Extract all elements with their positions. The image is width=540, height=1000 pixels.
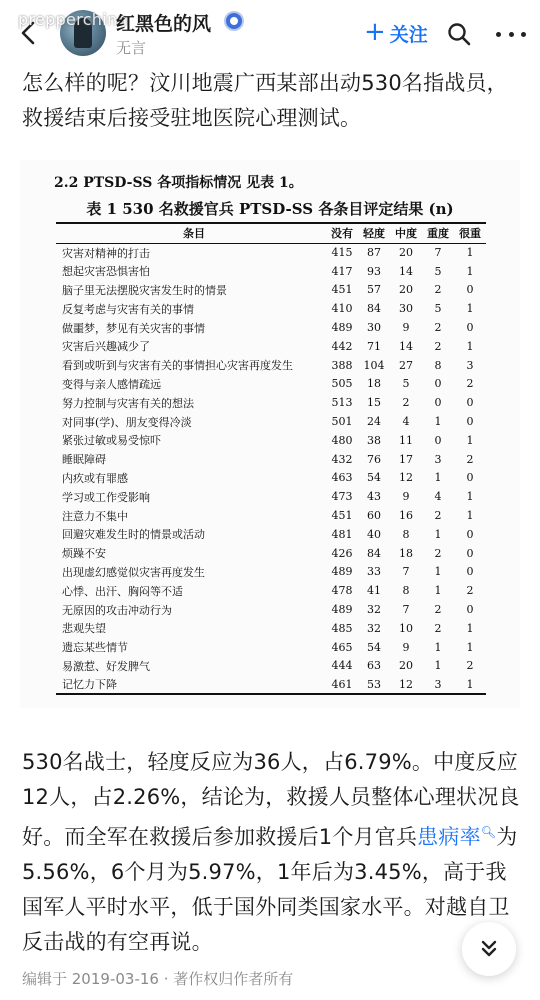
row-item-label: 遗忘某些情节 (62, 641, 128, 655)
row-count-cell: 2 (466, 452, 474, 466)
row-count-cell: 11 (399, 433, 413, 447)
row-item-label: 出现虚幻感觉似灾害再度发生 (62, 565, 205, 579)
row-item-label: 看到或听到与灾害有关的事情担心灾害再度发生 (62, 359, 293, 373)
row-count-cell: 485 (331, 621, 353, 635)
table-row (56, 581, 486, 600)
row-count-cell: 0 (466, 396, 474, 410)
row-count-cell: 1 (434, 640, 442, 654)
row-count-cell: 2 (402, 396, 410, 410)
row-count-cell: 5 (434, 264, 442, 278)
row-count-cell: 444 (331, 659, 353, 673)
row-count-cell: 93 (367, 264, 381, 278)
row-count-cell: 0 (434, 433, 442, 447)
row-count-cell: 18 (399, 546, 413, 560)
column-header: 很重 (459, 227, 481, 241)
row-count-cell: 2 (434, 621, 442, 635)
table-row (56, 450, 486, 469)
row-count-cell: 14 (399, 264, 413, 278)
row-count-cell: 461 (331, 677, 353, 691)
row-count-cell: 0 (466, 565, 474, 579)
row-count-cell: 20 (399, 246, 413, 260)
row-count-cell: 465 (331, 640, 353, 654)
row-count-cell: 478 (331, 584, 353, 598)
row-count-cell: 432 (331, 452, 353, 466)
row-count-cell: 30 (367, 321, 381, 335)
row-count-cell: 12 (399, 677, 413, 691)
row-count-cell: 388 (331, 358, 353, 372)
search-link-icon: 🔍︎ (480, 825, 497, 839)
row-count-cell: 1 (466, 621, 474, 635)
row-count-cell: 0 (466, 415, 474, 429)
row-count-cell: 53 (367, 677, 381, 691)
row-count-cell: 2 (434, 339, 442, 353)
row-count-cell: 3 (434, 677, 442, 691)
article-paragraph-1: 怎么样的呢？汶川地震广西某部出动530名指战员，救援结束后接受驻地医院心理测试。 (22, 71, 508, 130)
table-row (56, 431, 486, 450)
row-count-cell: 505 (331, 377, 353, 391)
plus-icon: + (364, 16, 386, 47)
row-count-cell: 17 (399, 452, 413, 466)
row-count-cell: 16 (399, 509, 413, 523)
row-count-cell: 1 (466, 433, 474, 447)
row-count-cell: 2 (466, 584, 474, 598)
row-count-cell: 104 (363, 358, 385, 372)
article-paragraph-2 (22, 745, 522, 960)
verified-badge-icon (224, 11, 244, 31)
row-count-cell: 1 (466, 246, 474, 260)
row-count-cell: 489 (331, 603, 353, 617)
row-count-cell: 7 (402, 603, 410, 617)
row-count-cell: 481 (331, 527, 353, 541)
row-count-cell: 1 (434, 584, 442, 598)
row-count-cell: 1 (434, 415, 442, 429)
row-count-cell: 33 (367, 565, 381, 579)
article-image-table[interactable] (20, 160, 520, 708)
row-count-cell: 4 (434, 490, 442, 504)
row-count-cell: 513 (331, 396, 353, 410)
row-count-cell: 473 (331, 490, 353, 504)
row-count-cell: 5 (402, 377, 410, 391)
row-count-cell: 60 (367, 509, 381, 523)
more-dot (521, 32, 526, 37)
row-count-cell: 0 (466, 321, 474, 335)
paragraph-text: 530名战士，轻度反应为36人，占6.79%。中度反应12人，占2.26%，结论为，救援人员整体心理状况良好。而全军在救援后参加救援后1个月官兵 (22, 750, 520, 849)
row-count-cell: 84 (367, 302, 381, 316)
table-row (56, 487, 486, 506)
row-count-cell: 84 (367, 546, 381, 560)
row-item-label: 灾害后兴趣减少了 (62, 340, 150, 354)
ptsd-table (56, 222, 486, 695)
more-dot (496, 32, 501, 37)
table-row (56, 469, 486, 488)
row-count-cell: 54 (367, 640, 381, 654)
row-count-cell: 9 (402, 490, 410, 504)
double-chevron-down-icon (478, 938, 500, 960)
row-count-cell: 87 (367, 246, 381, 260)
row-count-cell: 1 (466, 509, 474, 523)
row-item-label: 对同事(学)、朋友变得冷淡 (62, 415, 192, 429)
row-count-cell: 2 (434, 283, 442, 297)
row-count-cell: 2 (434, 546, 442, 560)
row-count-cell: 1 (466, 640, 474, 654)
row-item-label: 学习或工作受影响 (62, 490, 150, 504)
keyword-link[interactable]: 患病率 (417, 825, 481, 849)
row-count-cell: 3 (466, 358, 474, 372)
row-count-cell: 20 (399, 283, 413, 297)
row-count-cell: 71 (367, 339, 381, 353)
row-count-cell: 489 (331, 565, 353, 579)
row-count-cell: 1 (434, 659, 442, 673)
row-item-label: 想起灾害恐惧害怕 (62, 265, 150, 279)
row-item-label: 心悸、出汗、胸闷等不适 (62, 584, 183, 598)
table-body (56, 243, 486, 694)
row-count-cell: 7 (402, 565, 410, 579)
row-count-cell: 0 (434, 396, 442, 410)
row-count-cell: 0 (466, 603, 474, 617)
watermark-text: prepperchina (18, 10, 128, 29)
row-count-cell: 7 (434, 246, 442, 260)
row-item-label: 易激惹、好发脾气 (62, 659, 150, 673)
table-row (56, 375, 486, 394)
row-count-cell: 4 (402, 415, 410, 429)
row-count-cell: 1 (466, 339, 474, 353)
search-button[interactable] (447, 22, 471, 46)
follow-label: 关注 (389, 23, 428, 46)
table-row (56, 412, 486, 431)
row-count-cell: 1 (434, 471, 442, 485)
table-row (56, 600, 486, 619)
row-count-cell: 1 (466, 264, 474, 278)
row-count-cell: 14 (399, 339, 413, 353)
author-name[interactable]: 红黑色的风 (116, 13, 212, 35)
row-count-cell: 410 (331, 302, 353, 316)
row-count-cell: 20 (399, 659, 413, 673)
table-row (56, 318, 486, 337)
table-row (56, 337, 486, 356)
row-item-label: 变得与亲人感情疏远 (62, 377, 161, 391)
row-count-cell: 30 (399, 302, 413, 316)
row-count-cell: 501 (331, 415, 353, 429)
paragraph-text: 为5.56%，6个月为5.97%，1年后为3.45%，高于我国军人平时水平，低于国外同类国家水平。对越自卫反击战的有空再说。 (22, 825, 518, 954)
author-subtitle: 无言 (116, 39, 147, 57)
row-count-cell: 12 (399, 471, 413, 485)
row-item-label: 做噩梦，梦见有关灾害的事情 (62, 321, 205, 335)
row-count-cell: 2 (434, 509, 442, 523)
scan-table-caption: 表 1 530 名救援官兵 PTSD-SS 各条目评定结果 (n) (86, 200, 454, 218)
row-item-label: 睡眠障碍 (62, 453, 106, 467)
row-item-label: 努力控制与灾害有关的想法 (62, 396, 194, 410)
row-count-cell: 1 (434, 565, 442, 579)
row-count-cell: 2 (434, 321, 442, 335)
collapse-button[interactable] (462, 922, 516, 976)
row-count-cell: 8 (402, 527, 410, 541)
scan-section-heading: 2.2 PTSD-SS 各项指标情况 见表 1。 (54, 175, 303, 191)
row-count-cell: 10 (399, 621, 413, 635)
row-count-cell: 32 (367, 603, 381, 617)
row-count-cell: 426 (331, 546, 353, 560)
follow-button[interactable] (364, 16, 428, 47)
column-header: 重度 (427, 227, 449, 241)
row-item-label: 记忆力下降 (62, 678, 117, 692)
row-item-label: 反复考虑与灾害有关的事情 (62, 302, 194, 316)
row-item-label: 注意力不集中 (62, 509, 128, 523)
row-item-label: 烦躁不安 (62, 547, 106, 561)
row-count-cell: 2 (434, 603, 442, 617)
row-count-cell: 0 (466, 546, 474, 560)
table-row (56, 356, 486, 375)
row-count-cell: 24 (367, 415, 381, 429)
row-item-label: 紧张过敏或易受惊吓 (62, 434, 161, 448)
row-item-label: 无原因的攻击冲动行为 (62, 603, 172, 617)
table-row (56, 299, 486, 318)
row-count-cell: 9 (402, 640, 410, 654)
row-count-cell: 1 (466, 302, 474, 316)
row-count-cell: 489 (331, 321, 353, 335)
row-count-cell: 3 (434, 452, 442, 466)
row-count-cell: 63 (367, 659, 381, 673)
row-count-cell: 9 (402, 321, 410, 335)
row-count-cell: 76 (367, 452, 381, 466)
row-count-cell: 38 (367, 433, 381, 447)
table-row (56, 506, 486, 525)
row-item-label: 灾害对精神的打击 (62, 246, 150, 260)
table-row (56, 657, 486, 676)
row-count-cell: 0 (466, 471, 474, 485)
row-count-cell: 463 (331, 471, 353, 485)
row-count-cell: 451 (331, 509, 353, 523)
row-count-cell: 415 (331, 246, 353, 260)
row-count-cell: 0 (466, 527, 474, 541)
row-count-cell: 451 (331, 283, 353, 297)
table-header-row (56, 223, 486, 243)
row-count-cell: 480 (331, 433, 353, 447)
row-count-cell: 43 (367, 490, 381, 504)
table-row (56, 638, 486, 657)
top-bar (0, 0, 540, 62)
table-row (56, 281, 486, 300)
table-row (56, 544, 486, 563)
row-count-cell: 15 (367, 396, 381, 410)
row-item-label: 脑子里无法摆脱灾害发生时的情景 (62, 283, 227, 297)
table-row (56, 262, 486, 281)
row-item-label: 内疚或有罪感 (62, 471, 128, 485)
table-row (56, 619, 486, 638)
row-count-cell: 40 (367, 527, 381, 541)
row-count-cell: 8 (434, 358, 442, 372)
row-item-label: 悲观失望 (62, 622, 106, 636)
table-row (56, 675, 486, 694)
row-count-cell: 32 (367, 621, 381, 635)
row-count-cell: 0 (434, 377, 442, 391)
column-header: 条目 (183, 227, 205, 241)
table-row (56, 563, 486, 582)
row-count-cell: 0 (466, 283, 474, 297)
row-count-cell: 2 (466, 377, 474, 391)
row-count-cell: 1 (466, 677, 474, 691)
row-count-cell: 41 (367, 584, 381, 598)
row-count-cell: 5 (434, 302, 442, 316)
column-header: 中度 (395, 227, 417, 241)
row-count-cell: 8 (402, 584, 410, 598)
row-count-cell: 1 (434, 527, 442, 541)
row-count-cell: 2 (466, 659, 474, 673)
row-count-cell: 18 (367, 377, 381, 391)
row-count-cell: 57 (367, 283, 381, 297)
more-button[interactable] (496, 22, 526, 46)
row-count-cell: 417 (331, 264, 353, 278)
more-dot (509, 32, 514, 37)
table-row (56, 243, 486, 262)
row-count-cell: 54 (367, 471, 381, 485)
row-item-label: 回避灾难发生时的情景或活动 (62, 528, 205, 542)
table-row (56, 525, 486, 544)
row-count-cell: 27 (399, 358, 413, 372)
table-row (56, 393, 486, 412)
row-count-cell: 442 (331, 339, 353, 353)
column-header: 没有 (331, 227, 353, 241)
row-count-cell: 1 (466, 490, 474, 504)
edit-meta: 编辑于 2019-03-16 · 著作权归作者所有 (22, 970, 294, 988)
search-icon (447, 22, 471, 46)
column-header: 轻度 (363, 227, 385, 241)
